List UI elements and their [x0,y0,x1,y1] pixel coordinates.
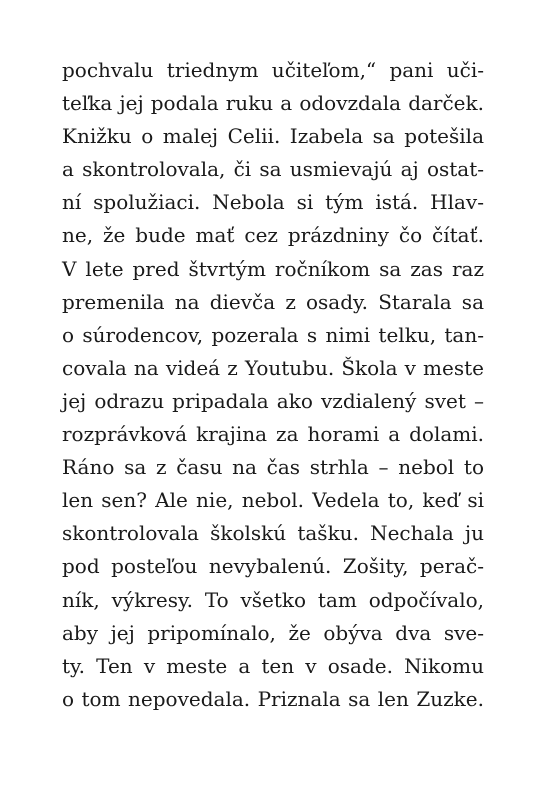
text-line: pod posteľou nevybalenú. Zošity, perač- [62,554,484,579]
text-line: premenila na dievča z osady. Starala sa [62,289,484,314]
text-line: Ráno sa z času na čas strhla – nebol to [62,455,484,480]
text-line: aby jej pripomínalo, že obýva dva sve- [62,620,484,645]
text-line: a skontrolovala, či sa usmievajú aj ostat- [62,157,484,182]
body-text [62,54,484,716]
text-line: V lete pred štvrtým ročníkom sa zas raz [62,256,484,281]
text-line: ne, že bude mať cez prázdniny čo čítať. [62,223,484,248]
text-line: covala na videá z Youtubu. Škola v meste [62,355,484,380]
text-line: o tom nepovedala. Priznala sa len Zuzke. [62,686,484,711]
text-line: rozprávková krajina za horami a dolami. [62,422,484,447]
text-line: jej odrazu pripadala ako vzdialený svet – [62,388,484,413]
text-line: ní spolužiaci. Nebola si tým istá. Hlav- [62,190,484,215]
text-line: Knižku o malej Celii. Izabela sa potešila [62,124,484,149]
text-line: skontrolovala školskú tašku. Nechala ju [62,521,484,546]
text-line: ník, výkresy. To všetko tam odpočívalo, [62,587,484,612]
text-line: len sen? Ale nie, nebol. Vedela to, keď si [62,488,484,513]
text-line: pochvalu triednym učiteľom,“ pani uči- [62,58,484,82]
text-line: teľka jej podala ruku a odovzdala darček. [62,91,484,116]
text-line: o súrodencov, pozerala s nimi telku, tan- [62,322,484,347]
text-line: ty. Ten v meste a ten v osade. Nikomu [62,653,484,678]
